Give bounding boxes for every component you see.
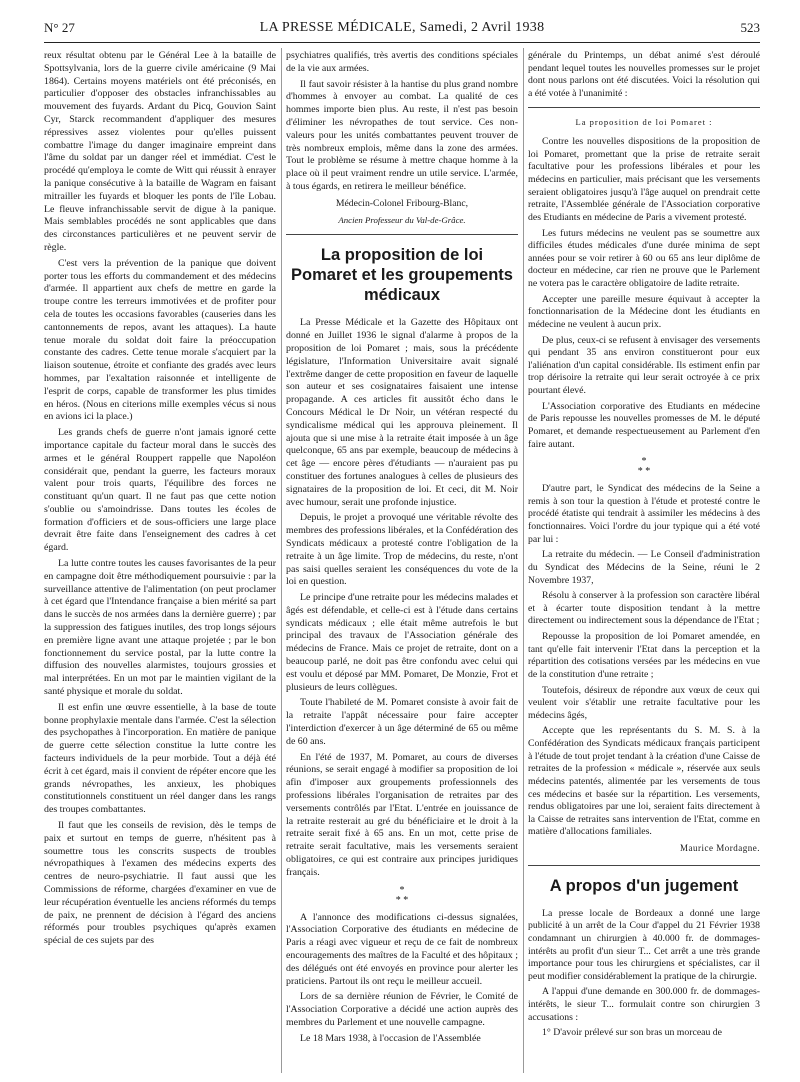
- section-divider: [286, 234, 518, 235]
- paragraph: 1° D'avoir prélevé sur son bras un morceau de: [542, 1027, 723, 1039]
- paragraph: D'autre part, le Syndicat des médecins de la Seine a remis à son tour la question à l'étude et protesté contre le procédé étatiste qui tendrait à assimiler les médecins à des fonctionnaires. Voici l'ordre du jour typique qui a été voté par lui :: [528, 483, 760, 545]
- header-rule: [44, 42, 760, 43]
- paragraph: Accepter une pareille mesure équivaut à accepter la fonctionnarisation de la Médecine dont les étudiants en médecine ne veulent à aucun prix.: [528, 293, 760, 330]
- paragraph: Le principe d'une retraite pour les médecins malades et âgés est défendable, et celle-ci est à l'étude dans certains syndicats médicaux ; elle était même autrefois le but principal des travaux de l'Association générale des médecins de France. Mais ce projet de retraite, dont on a beaucoup parlé, ne doit pas être confondu avec celui qui est voulu et déposé par MM. Pomaret, De Monzie, Frot et plusieurs de leurs collègues.: [286, 592, 518, 693]
- paragraph: Toutefois, désireux de répondre aux vœux de ceux qui veulent voir s'établir une retraite facultative pour les médecins âgés,: [528, 684, 760, 721]
- paragraph: générale du Printemps, un débat animé s'est déroulé pendant lequel toutes les nouvelles promesses sur le projet dont nous parlons ont été discutées. Voici la résolution qui a été votée à l'unanimité :: [528, 50, 760, 99]
- paragraph: Depuis, le projet a provoqué une véritable révolte des membres des professions libérales, et la Confédération des Syndicats médicaux a protesté contre l'obligation de la retraite à un âge limite. Trop de médecins, du reste, n'ont pas saisi quelles seraient les conséquences du vote de la loi en question.: [286, 512, 518, 588]
- paragraph: reux résultat obtenu par le Général Lee à la bataille de Spottsylvania, lors de la guerre civile américaine (9 Mai 1864). Certains moyens matériels ont été préconisés, en particulier d'opposer des obstacles infranchissables au mouvement des fuyards. Ardant du Picq, Gouvion Saint Cyr, Starck recommandent d'appliquer des mesures répressives assez violentes pour qu'elles puissent combattre l'image du danger imaginaire empreint dans l'âme du soldat par un danger réel et immédiat. C'est le procédé qu'employa le comte de Witt qui réussit à enrayer la panique consécutive à la bataille de Wagram en faisant mitrailler les fuyards et bloquer les ponts de l'île Lobau. Le fleuve infranchissable servit de digue à la panique. Mais semblables procédés ne sont applicables que dans des circonstances particulières et ne peuvent servir de règle.: [44, 50, 276, 253]
- paragraph: Les grands chefs de guerre n'ont jamais ignoré cette importance capitale du facteur moral dans le succès des armes et le général Rouppert rappelle que Napoléon considérait que, pendant la guerre, les facteurs moraux valent pour trois quarts, l'équilibre des forces ne constituant qu'un quart. Il ne faut pas que cette notion s'oublie ou s'amoindrisse. Dans toutes les écoles de formation d'officiers et de sous-officiers une large place devrait être faite dans l'enseignement des cadres à cet égard.: [44, 427, 276, 554]
- section-stars: * * *: [637, 456, 651, 478]
- paragraph: Il est enfin une œuvre essentielle, à la base de toute bonne prophylaxie mentale dans l'armée. C'est la sélection des psychopathes à l'incorporation. En matière de panique de guerre cette sélection constitue la lutte contre les facteurs individuels de la peur morbide. Tout a déjà été écrit à cet égard, mais il convient de répéter encore que les grands névropathes, les anxieux, les phobiques constitutionnels constituent un réel danger dans les rangs des troupes combattantes.: [44, 701, 276, 816]
- paragraph: Résolu à conserver à la profession son caractère libéral et à écarter toute disposition tendant à la mettre directement ou indirectement sous la dépendance de l'Etat ;: [528, 590, 760, 627]
- paragraph: La lutte contre toutes les causes favorisantes de la peur en campagne doit être méthodiquement poursuivie : par la surveillance attentive de l'alimentation (on peut proclamer à cet égard que l'Intendance française a bien mérité sa part dans le succès de nos armées dans la dernière guerre) ; par la suppression des fatigues inutiles, des trop longs séjours en première ligne avant une attaque projetée ; par le bon fonctionnement du service postal, par la lutte contre la diffusion des nouvelles alarmistes, toujours grossies et mal interprétées. En un mot par le maintien vigilant de la santé physique et morale du soldat.: [44, 558, 276, 698]
- paragraph: L'Association corporative des Etudiants en médecine de Paris repousse les nouvelles promesses de M. le député Pomaret, et demande respectueusement au Parlement d'en faire autant.: [528, 400, 760, 450]
- column-divider: [523, 48, 524, 1073]
- author-signature: Médecin-Colonel Fribourg-Blanc,: [335, 197, 469, 209]
- paragraph: psychiatres qualifiés, très avertis des conditions spéciales de la vie aux armées.: [286, 50, 518, 74]
- paragraph: A l'annonce des modifications ci-dessus signalées, l'Association Corporative des étudiants en médecine de Paris a réagi avec vigueur et reçu de ce fait de nombreux encouragements des maîtres de la Faculté et des hôpitaux ; des délégués ont été envoyés en province pour alerter les praticiens. Partout ils ont reçu le meilleur accueil.: [286, 911, 518, 987]
- paragraph: Toute l'habileté de M. Pomaret consiste à avoir fait de la retraite l'appât nécessaire pour faire accepter l'interdiction d'exercer à un âge déterminé de 65 ou même de 60 ans.: [286, 697, 518, 747]
- paragraph: Il faut savoir résister à la hantise du plus grand nombre d'hommes à envoyer au combat. La qualité de ces hommes importe bien plus. Au reste, il n'est pas besoin d'éliminer les névropathes de tout service. Ces non-valeurs pour les unités combattantes peuvent trouver de très nombreux emplois, même dans la zone des armées. Tout le problème se résume à mettre chaque homme à la place où il peut vraiment rendre un utile service. L'armée, à tous égards, en retirera le meilleur bénéfice.: [286, 78, 518, 192]
- article-title: La proposition de loi Pomaret et les groupements médicaux: [291, 246, 513, 305]
- paragraph: Lors de sa dernière réunion de Février, le Comité de l'Association Corporative a décidé une action auprès des membres du Parlement et une nouvelle campagne.: [286, 991, 518, 1028]
- paragraph: Contre les nouvelles dispositions de la proposition de loi Pomaret, promettant que la prise de retraite serait facultative pour les professions libérales et pour les médecins en particulier, mais précisant que les versements seraient obligatoires jusqu'à l'âge auquel on prendrait cette retraite, l'Assemblée générale de l'Association corporative des Etudiants en médecine de Paris a vivement protesté.: [528, 136, 760, 223]
- paragraph: La presse locale de Bordeaux a donné une large publicité à un arrêt de la Cour d'appel du 21 Février 1938 condamnant un chirurgien à 40.000 fr. de dommages-intérêts au profit d'un sieur T... Cet arrêt a une très grande importance pour tous les chirurgiens et spécialistes, car il peut modifier considérablement la pratique de la chirurgie.: [528, 907, 760, 982]
- paragraph: Accepte que les représentants du S. M. S. à la Confédération des Syndicats médicaux français participent à l'étude de tout projet tendant à la création d'une Caisse de retraites de la profession « médicale », réservée aux seuls médecins patentés, alimentée par les versements de tous ces médecins et basée sur la répartition. Les versements, rendus obligatoires par une loi, seraient faits directement à la Caisse de retraites sans intervention de l'Etat, comme en matière d'allocations familiales.: [528, 725, 760, 838]
- page-number: 523: [740, 20, 760, 35]
- paragraph: Il faut que les conseils de revision, dès le temps de paix et surtout en temps de guerre, n'hésitent pas à soumettre tous les conscrits suspects de troubles névropathiques à l'examen des médecins experts des centres de neuro-psychiatrie. Il faut aussi que les Commissions de réforme, chargées d'examiner en vue de leur récupération éventuelle les anciens réformés du temps de paix, ne prennent de décision à l'égard des anciens réformés pour troubles psychiques qu'après examen spécial de ces sujets par des: [44, 820, 276, 947]
- paragraph: Les futurs médecins ne veulent pas se soumettre aux difficiles études médicales d'une durée minima de sept années pour se voir retirer à 60 ou 65 ans leur diplôme de docteur en médecine, car rien ne prouve que le Parlement ne votera pas le caractère obligatoire de ladite retraite.: [528, 227, 760, 289]
- motion-heading: La proposition de loi Pomaret :: [575, 116, 713, 127]
- paragraph: C'est vers la prévention de la panique que doivent porter tous les efforts du commandement et des médecins d'armée. Il appartient aux chefs de mettre en garde la troupe contre les terreurs immotivées et de profiter pour cela de toutes les occasions favorables (causeries dans les cantonnements de repos, avant les attaques). La haute tenue morale du soldat doit faire la préoccupation constante des cadres. Cette tenue morale s'acquiert par la liaison soutenue, étroite et confiante des gradés avec leurs hommes, par l'exaltation raisonnée et intelligente de l'esprit de corps, capable de transformer les plus timides en héros. (Nous en citerions mille exemples vécus si nous en avions ici la place.): [44, 257, 276, 423]
- paragraph: Le 18 Mars 1938, à l'occasion de l'Assemblée: [300, 1032, 481, 1044]
- author-title: Ancien Professeur du Val-de-Grâce.: [338, 214, 466, 225]
- paragraph: A l'appui d'une demande en 300.000 fr. de dommages-intérêts, le sieur T... formulait contre son chirurgien 3 accusations :: [528, 986, 760, 1023]
- column-2: [286, 50, 518, 1049]
- paragraph: En l'été de 1937, M. Pomaret, au cours de diverses réunions, se serait engagé à modifier sa proposition de loi afin d'imposer aux groupements professionnels des professions libérales l'organisation de retraites par des versements contrôlés par l'Etat. L'entrée en jouissance de la retraite resterait au gré du bénéficiaire et le droit à la retraite serait fixé à 65 ans. En un mot, cette prise de retraite serait facultative, mais les versements seraient obligatoires, ce qui est contraire aux principes juridiques français.: [286, 751, 518, 878]
- section-divider: [528, 107, 760, 108]
- paragraph: De plus, ceux-ci se refusent à envisager des versements qui pendant 35 ans environ constitueront pour eux l'aliénation d'un capital considérable. Ils estiment enfin par trop dérisoire la retraite qui leur serait octroyée à ce prix pourtant élevé.: [528, 334, 760, 396]
- column-1: [44, 50, 276, 951]
- article-title: A propos d'un jugement: [549, 876, 739, 895]
- paragraph: La retraite du médecin. — Le Conseil d'administration du Syndicat des Médecins de la Seine, réuni le 2 Novembre 1937,: [528, 549, 760, 586]
- column-3: [528, 50, 760, 1043]
- column-divider: [281, 48, 282, 1073]
- section-stars: * * *: [395, 884, 409, 906]
- section-divider: [528, 865, 760, 866]
- paragraph: Repousse la proposition de loi Pomaret amendée, en tant qu'elle fait intervenir l'Etat dans la perception et la répartition des cotisations versées par les médecins en vue de la constitution d'une retraite ;: [528, 631, 760, 680]
- issue-number: N° 27: [44, 20, 75, 35]
- author-signature: Maurice Mordagne.: [680, 843, 760, 853]
- page-header: [44, 20, 760, 42]
- journal-title-date: LA PRESSE MÉDICALE, Samedi, 2 Avril 1938: [259, 20, 545, 35]
- paragraph: La Presse Médicale et la Gazette des Hôpitaux ont donné en Juillet 1936 le signal d'alarme à propos de la proposition de loi Pomaret ; mais, sous la précédente législature, l'Information Universitaire avait signalé l'extrême danger de cette proposition en faveur de laquelle son auteur et ses cosignataires faisaient une intense propagande. A ces articles fit aussitôt écho dans le Concours Médical le Dr Noir, un vétéran respecté du syndicalisme médical qui les approuva pleinement. Il ajouta que si une mise à la retraite était imposée à un âge quelconque, 65 ans par exemple, beaucoup de médecins à cet âge — encore pères d'étudiants — n'auraient pas pu constituer des fortunes analogues à celles de plusieurs des signataires de la proposition de loi. Et ceci, dit M. Noir avec humour, serait une profonde injustice.: [286, 317, 518, 508]
